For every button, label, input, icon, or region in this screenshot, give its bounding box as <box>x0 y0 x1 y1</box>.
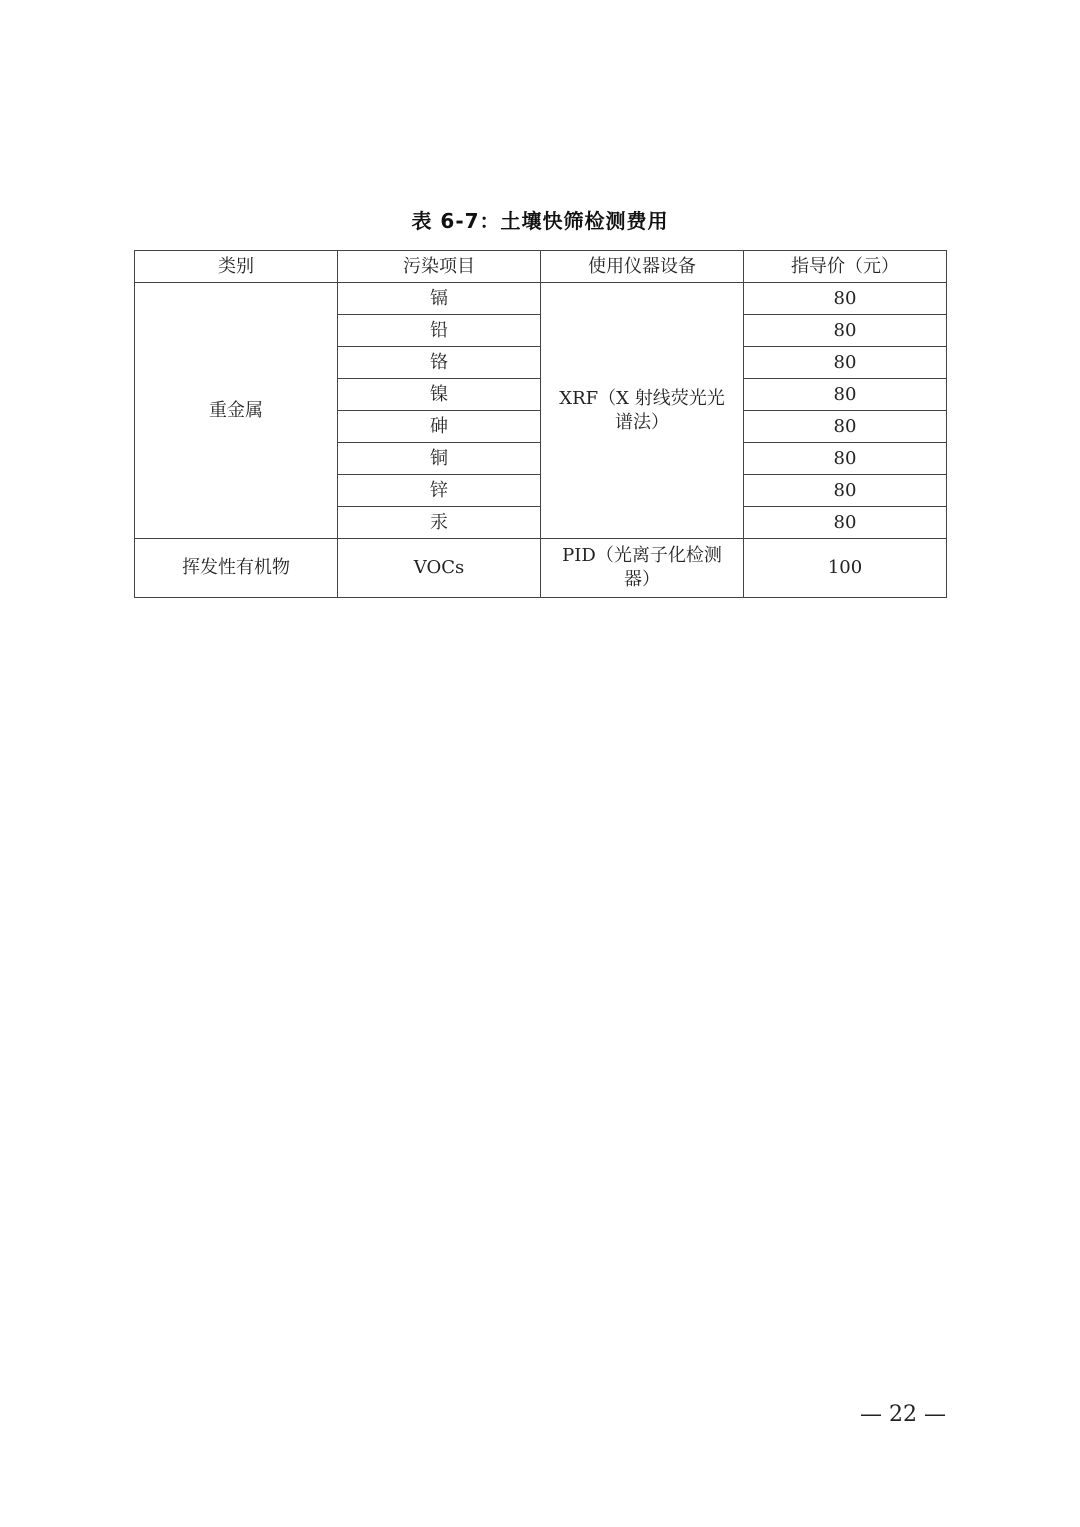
header-instrument: 使用仪器设备 <box>541 251 744 283</box>
category-voc: 挥发性有机物 <box>135 539 338 598</box>
price-cell: 100 <box>744 539 947 598</box>
pollutant-cell: 砷 <box>338 411 541 443</box>
header-category: 类别 <box>135 251 338 283</box>
price-cell: 80 <box>744 475 947 507</box>
pollutant-cell: 铬 <box>338 347 541 379</box>
header-price: 指导价（元） <box>744 251 947 283</box>
pollutant-cell: 铜 <box>338 443 541 475</box>
table-row <box>135 283 947 315</box>
pollutant-cell: 铅 <box>338 315 541 347</box>
pollutant-cell: VOCs <box>338 539 541 598</box>
price-cell: 80 <box>744 443 947 475</box>
price-cell: 80 <box>744 283 947 315</box>
header-pollutant: 污染项目 <box>338 251 541 283</box>
price-cell: 80 <box>744 411 947 443</box>
price-cell: 80 <box>744 507 947 539</box>
table-caption: 表 6-7：土壤快筛检测费用 <box>411 209 669 233</box>
price-cell: 80 <box>744 347 947 379</box>
instrument-pid: PID（光离子化检测器） <box>541 539 744 598</box>
pollutant-cell: 汞 <box>338 507 541 539</box>
pollutant-cell: 镉 <box>338 283 541 315</box>
price-cell: 80 <box>744 379 947 411</box>
price-cell: 80 <box>744 315 947 347</box>
page-number: — 22 — <box>860 1402 946 1427</box>
pollutant-cell: 锌 <box>338 475 541 507</box>
pollutant-cell: 镍 <box>338 379 541 411</box>
instrument-xrf: XRF（X 射线荧光光谱法） <box>541 283 744 539</box>
table-row <box>135 539 947 598</box>
category-heavy-metal: 重金属 <box>135 283 338 539</box>
fee-table <box>134 250 947 598</box>
table-header-row <box>135 251 947 283</box>
